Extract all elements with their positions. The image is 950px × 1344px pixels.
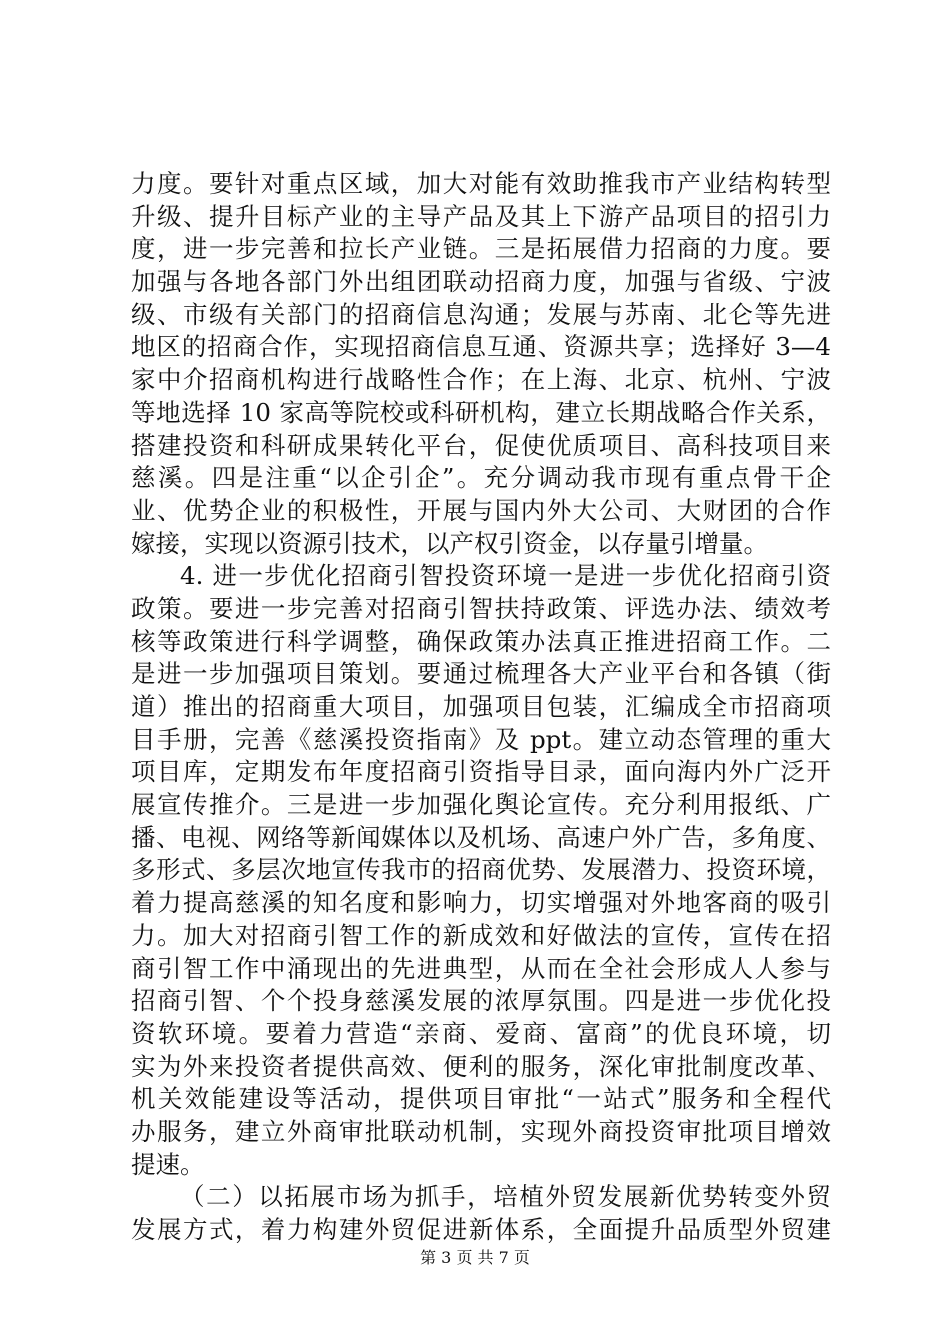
text-line: 招商引智、个个投身慈溪发展的浓厚氛围。四是进一步优化投: [131, 986, 831, 1016]
text-line: 展宣传推介。三是进一步加强化舆论宣传。充分利用报纸、广: [131, 790, 831, 820]
text-line: 道）推出的招商重大项目，加强项目包装，汇编成全市招商项: [131, 692, 831, 721]
text-line: 升级、提升目标产业的主导产品及其上下游产品项目的招引力: [131, 201, 831, 231]
page-number-footer: 第 3 页 共 7 页: [420, 1248, 530, 1267]
text-line: 多形式、多层次地宣传我市的招商优势、发展潜力、投资环境，: [131, 855, 831, 885]
text-line: 目手册，完善《慈溪投资指南》及 ppt。建立动态管理的重大: [131, 724, 831, 754]
text-line: 机关效能建设等活动，提供项目审批“一站式”服务和全程代: [131, 1084, 831, 1114]
text-line: 是进一步加强项目策划。要通过梳理各大产业平台和各镇（街: [131, 659, 831, 689]
text-line: 播、电视、网络等新闻媒体以及机场、高速户外广告，多角度、: [131, 822, 831, 852]
text-line: 级、市级有关部门的招商信息沟通；发展与苏南、北仑等先进: [131, 299, 831, 329]
text-line: 业、优势企业的积极性，开展与国内外大公司、大财团的合作: [131, 495, 831, 525]
text-line: 加强与各地各部门外出组团联动招商力度，加强与省级、宁波: [131, 267, 831, 297]
text-line: 嫁接，实现以资源引技术，以产权引资金，以存量引增量。: [131, 528, 768, 558]
text-line: 着力提高慈溪的知名度和影响力，切实增强对外地客商的吸引: [131, 888, 831, 918]
text-line: 发展方式，着力构建外贸促进新体系，全面提升品质型外贸建: [131, 1215, 831, 1244]
text-line: 核等政策进行科学调整，确保政策办法真正推进招商工作。二: [131, 626, 831, 656]
text-line: 度，进一步完善和拉长产业链。三是拓展借力招商的力度。要: [131, 234, 831, 264]
document-body: [131, 168, 831, 1247]
text-line-indented: 4. 进一步优化招商引智投资环境一是进一步优化招商引资: [180, 561, 831, 591]
text-line: 搭建投资和科研成果转化平台，促使优质项目、高科技项目来: [131, 430, 831, 460]
text-line: 力。加大对招商引智工作的新成效和好做法的宣传，宣传在招: [131, 920, 831, 950]
text-line: 地区的招商合作，实现招商信息互通、资源共享；选择好 3—4: [131, 332, 831, 362]
text-line-indented: （二）以拓展市场为抓手，培植外贸发展新优势转变外贸: [180, 1182, 831, 1212]
text-line: 实为外来投资者提供高效、便利的服务，深化审批制度改革、: [131, 1051, 831, 1081]
text-line: 办服务，建立外商审批联动机制，实现外商投资审批项目增效: [131, 1116, 831, 1146]
text-line: 提速。: [131, 1149, 205, 1179]
text-line: 等地选择 10 家高等院校或科研机构，建立长期战略合作关系，: [131, 397, 831, 427]
text-line: 项目库，定期发布年度招商引资指导目录，面向海内外广泛开: [131, 757, 831, 787]
text-line: 商引智工作中涌现出的先进典型，从而在全社会形成人人参与: [131, 953, 831, 983]
text-line: 力度。要针对重点区域，加大对能有效助推我市产业结构转型: [131, 169, 831, 198]
text-line: 政策。要进一步完善对招商引智扶持政策、评选办法、绩效考: [131, 593, 831, 623]
text-line: 资软环境。要着力营造“亲商、爱商、富商”的优良环境，切: [131, 1018, 831, 1048]
text-line: 慈溪。四是注重“以企引企”。充分调动我市现有重点骨干企: [131, 463, 831, 493]
text-line: 家中介招商机构进行战略性合作；在上海、北京、杭州、宁波: [131, 365, 831, 395]
